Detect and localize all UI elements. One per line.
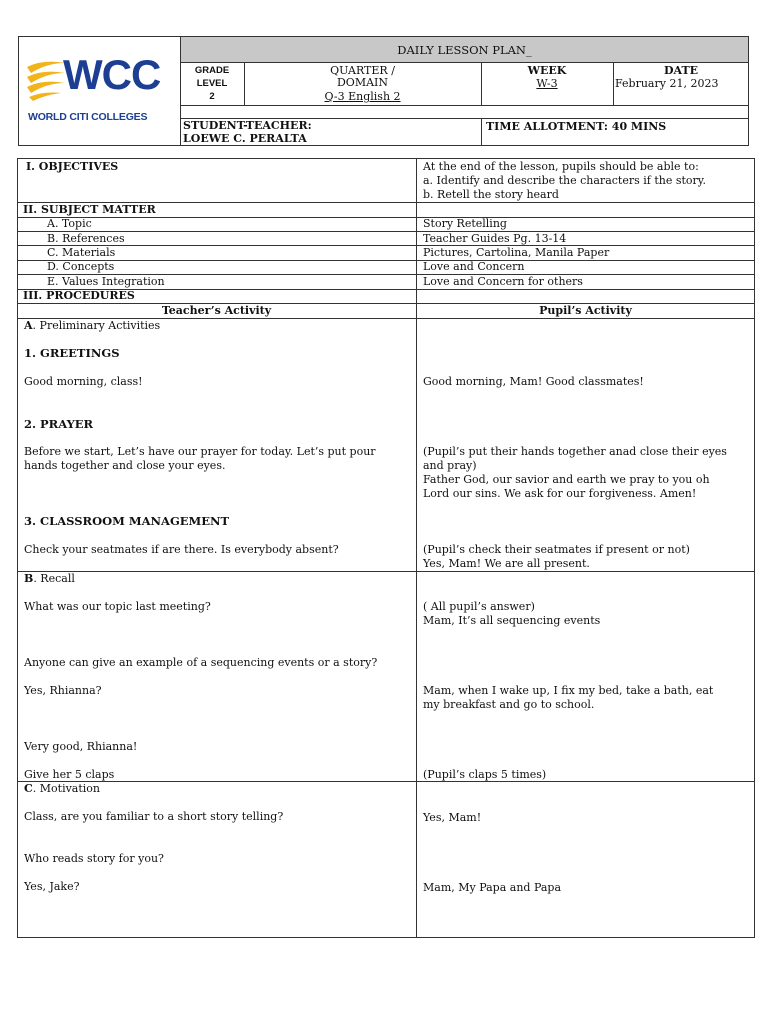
week-label: WEEK [527,64,567,77]
logo-caption: WORLD CITI COLLEGES [28,111,148,123]
concepts-label: D. Concepts [47,260,115,273]
materials-label: C. Materials [47,246,116,259]
recall-teacher-4: Very good, Rhianna! [24,740,138,753]
section-b-title [24,572,75,586]
prayer-pupil-3: Father God, our savior and earth we pray to you oh [423,473,710,486]
date-value: February 21, 2023 [615,77,719,90]
prayer-pupil-1: (Pupil’s put their hands together anad close their eyes [423,445,727,458]
date-label: DATE [663,64,699,77]
section-a-title [24,319,160,333]
procedures-heading: III. PROCEDURES [23,289,135,302]
recall-pupil-5: (Pupil’s claps 5 times) [423,768,547,781]
recall-teacher-3: Yes, Rhianna? [24,684,102,697]
objectives-heading: I. OBJECTIVES [26,160,119,173]
column-divider [416,158,417,938]
greetings-heading: 1. GREETINGS [24,346,120,360]
subject-matter-heading: II. SUBJECT MATTER [23,203,156,216]
logo-cell [18,36,181,146]
recall-teacher-2: Anyone can give an example of a sequencing events or a story? [24,656,378,669]
recall-pupil-1: ( All pupil’s answer) [423,600,535,613]
prayer-pupil-4: Lord our sins. We ask for our forgiveness. Amen! [423,487,697,500]
topic-value: Story Retelling [423,217,507,230]
classroom-teacher: Check your seatmates if are there. Is everybody absent? [24,543,339,556]
classroom-heading: 3. CLASSROOM MANAGEMENT [24,514,230,528]
divider [481,118,482,146]
grade-value: 2 [209,91,215,102]
section-a-text: . Preliminary Activities [32,319,161,332]
grade-label-2: LEVEL [196,78,228,89]
row-line [17,571,755,572]
recall-pupil-2: Mam, It’s all sequencing events [423,614,601,627]
classroom-pupil-1: (Pupil’s check their seatmates if present or not) [423,543,690,556]
recall-pupil-3: Mam, when I wake up, I fix my bed, take a bath, eat [423,684,714,697]
section-a-letter: A [24,319,33,332]
quarter-value: Q-3 English 2 [324,90,401,103]
objective-a: a. Identify and describe the characters if the story. [423,174,707,187]
section-c-title [24,782,100,796]
prayer-teacher-2: hands together and close your eyes. [24,459,226,472]
teacher-name: LOEWE C. PERALTA [183,132,307,145]
section-c-text: . Motivation [32,782,101,795]
row-line [17,217,755,218]
recall-teacher-1: What was our topic last meeting? [24,600,211,613]
concepts-value: Love and Concern [423,260,525,273]
motivation-teacher-2: Who reads story for you? [24,852,164,865]
recall-teacher-5: Give her 5 claps [24,768,115,781]
motivation-pupil-1: Yes, Mam! [423,811,482,824]
materials-value: Pictures, Cartolina, Manila Paper [423,246,610,259]
grade-label-1: GRADE [194,65,230,76]
spacer-row [180,105,749,119]
recall-pupil-4: my breakfast and go to school. [423,698,595,711]
row-line [17,781,755,782]
prayer-teacher-1: Before we start, Let’s have our prayer for today. Let’s put pour [24,445,376,458]
quarter-label-2: DOMAIN [336,76,388,89]
row-line [17,260,755,261]
motivation-teacher-3: Yes, Jake? [24,880,80,893]
page-title: DAILY LESSON PLAN_ [397,43,532,57]
prayer-pupil-2: and pray) [423,459,477,472]
prayer-heading: 2. PRAYER [24,417,94,431]
values-label: E. Values Integration [47,275,165,288]
objective-b: b. Retell the story heard [423,188,559,201]
quarter-label-1: QUARTER / [330,64,395,77]
motivation-pupil-2: Mam, My Papa and Papa [423,881,562,894]
classroom-pupil-2: Yes, Mam! We are all present. [423,557,590,570]
section-b-letter: B [24,572,34,585]
title-bar [180,36,749,63]
logo-letters: WCC [63,51,161,98]
values-value: Love and Concern for others [423,275,583,288]
row-line [17,245,755,246]
references-label: B. References [47,232,125,245]
week-value: W-3 [536,77,558,90]
time-allotment: TIME ALLOTMENT: 40 MINS [486,120,667,133]
section-b-text: . Recall [33,572,75,585]
references-value: Teacher Guides Pg. 13-14 [423,232,567,245]
teacher-activity-header: Teacher’s Activity [161,304,272,317]
motivation-teacher-1: Class, are you familiar to a short story telling? [24,810,284,823]
topic-label: A. Topic [47,217,92,230]
pupil-activity-header: Pupil’s Activity [539,304,632,317]
header-table [18,36,749,146]
teacher-label: STUDENT-TEACHER: [183,119,312,132]
objectives-intro: At the end of the lesson, pupils should be able to: [423,160,699,173]
section-c-letter: C [24,782,33,795]
greetings-pupil: Good morning, Mam! Good classmates! [423,375,644,388]
row-line [17,231,755,232]
greetings-teacher: Good morning, class! [24,375,143,388]
